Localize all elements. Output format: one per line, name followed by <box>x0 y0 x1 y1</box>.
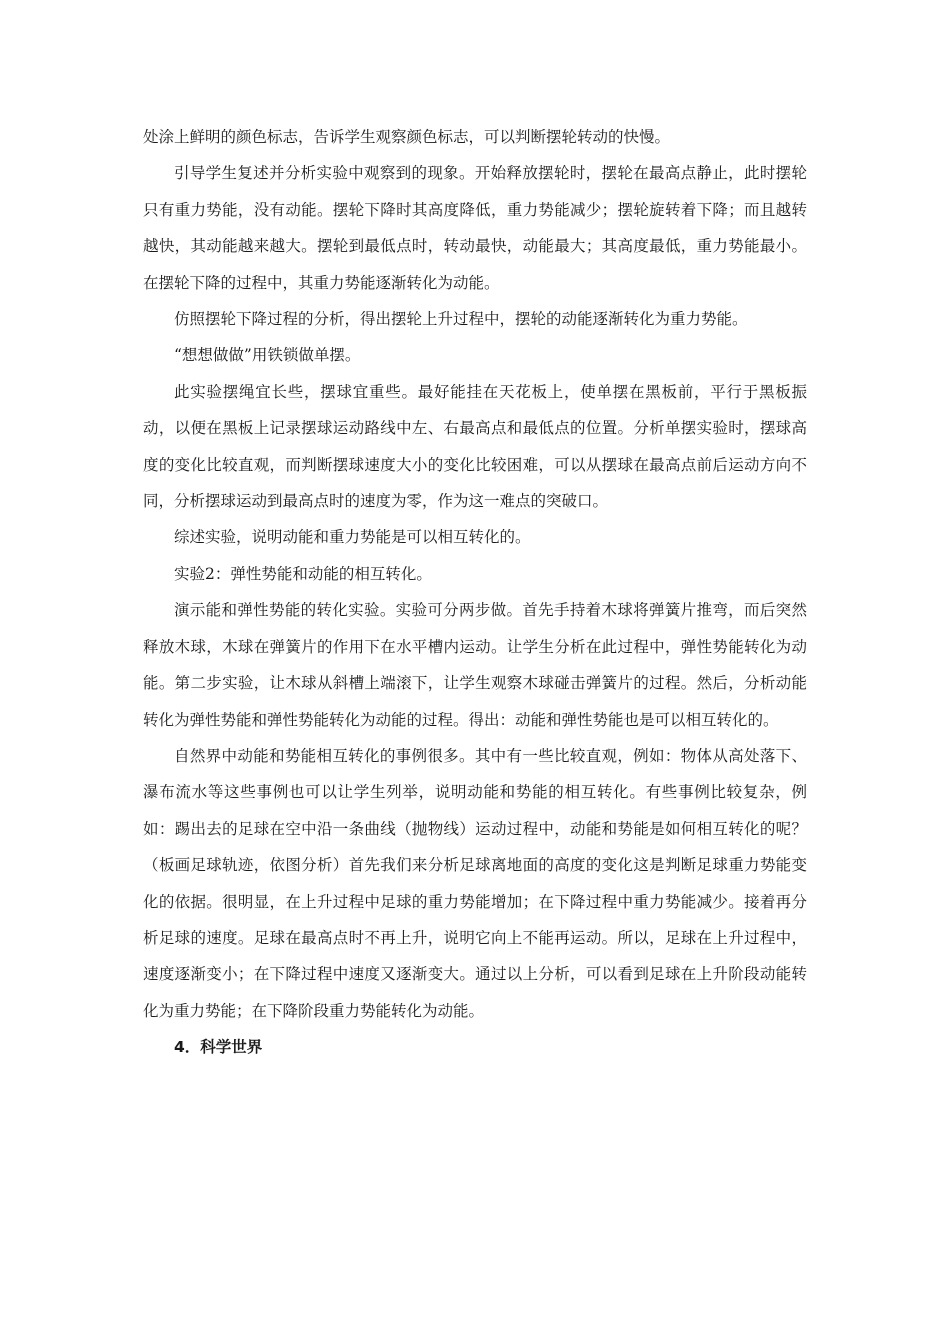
paragraph-swing-wheel-analysis: 引导学生复述并分析实验中观察到的现象。开始释放摆轮时，摆轮在最高点静止，此时摆轮只有重力势能，没有动能。摆轮下降时其高度降低，重力势能减少；摆轮旋转着下降；而且越转越快，其动能越来越大。摆轮到最低点时，转动最快，动能最大；其高度最低，重力势能最小。在摆轮下降的过程中，其重力势能逐渐转化为动能。 <box>143 164 807 292</box>
paragraph-pendulum: 此实验摆绳宜长些，摆球宜重些。最好能挂在天花板上，使单摆在黑板前，平行于黑板振动，以便在黑板上记录摆球运动路线中左、右最高点和最低点的位置。分析单摆实验时，摆球高度的变化比较直观，而判断摆球速度大小的变化比较困难，可以从摆球在最高点前后运动方向不同，分析摆球运动到最高点时的速度为零，作为这一难点的突破口。 <box>143 382 807 511</box>
paragraph-nature-examples: 自然界中动能和势能相互转化的事例很多。其中有一些比较直观，例如：物体从高处落下、瀑布流水等这些事例也可以让学生列举，说明动能和势能的相互转化。有些事例比较复杂，例如：踢出去的足球在空中沿一条曲线（抛物线）运动过程中，动能和势能是如何相互转化的呢？（板画足球轨迹，依图分析）首先我们来分析足球离地面的高度的变化这是判断足球重力势能变化的依据。很明显，在上升过程中足球的重力势能增加；在下降过程中重力势能减少。接着再分析足球的速度。足球在最高点时不再上升，说明它向上不能再运动。所以，足球在上升过程中，速度逐渐变小；在下降过程中速度又逐渐变大。通过以上分析，可以看到足球在上升阶段动能转化为重力势能；在下降阶段重力势能转化为动能。 <box>143 746 807 1020</box>
paragraph-swing-wheel-rise: 仿照摆轮下降过程的分析，得出摆轮上升过程中，摆轮的动能逐渐转化为重力势能。 <box>174 310 748 329</box>
paragraph-continuation: 处涂上鲜明的颜色标志，告诉学生观察颜色标志，可以判断摆轮转动的快慢。 <box>143 128 671 146</box>
paragraph-elastic-demo: 演示能和弹性势能的转化实验。实验可分两步做。首先手持着木球将弹簧片推弯，而后突然释放木球，木球在弹簧片的作用下在水平槽内运动。让学生分析在此过程中，弹性势能转化为动能。第二步实验，让木球从斜槽上端滚下，让学生观察木球碰击弹簧片的过程。然后，分析动能转化为弹性势能和弹性势能转化为动能的过程。得出：动能和弹性势能也是可以相互转化的。 <box>143 601 807 729</box>
paragraph-summary: 综述实验，说明动能和重力势能是可以相互转化的。 <box>174 528 531 547</box>
section-heading: 4．科学世界 <box>174 1038 263 1057</box>
document-body <box>143 119 807 1066</box>
paragraph-experiment-2-title: 实验2：弹性势能和动能的相互转化。 <box>174 564 432 583</box>
paragraph-think-and-do: “想想做做”用铁锁做单摆。 <box>174 346 361 365</box>
